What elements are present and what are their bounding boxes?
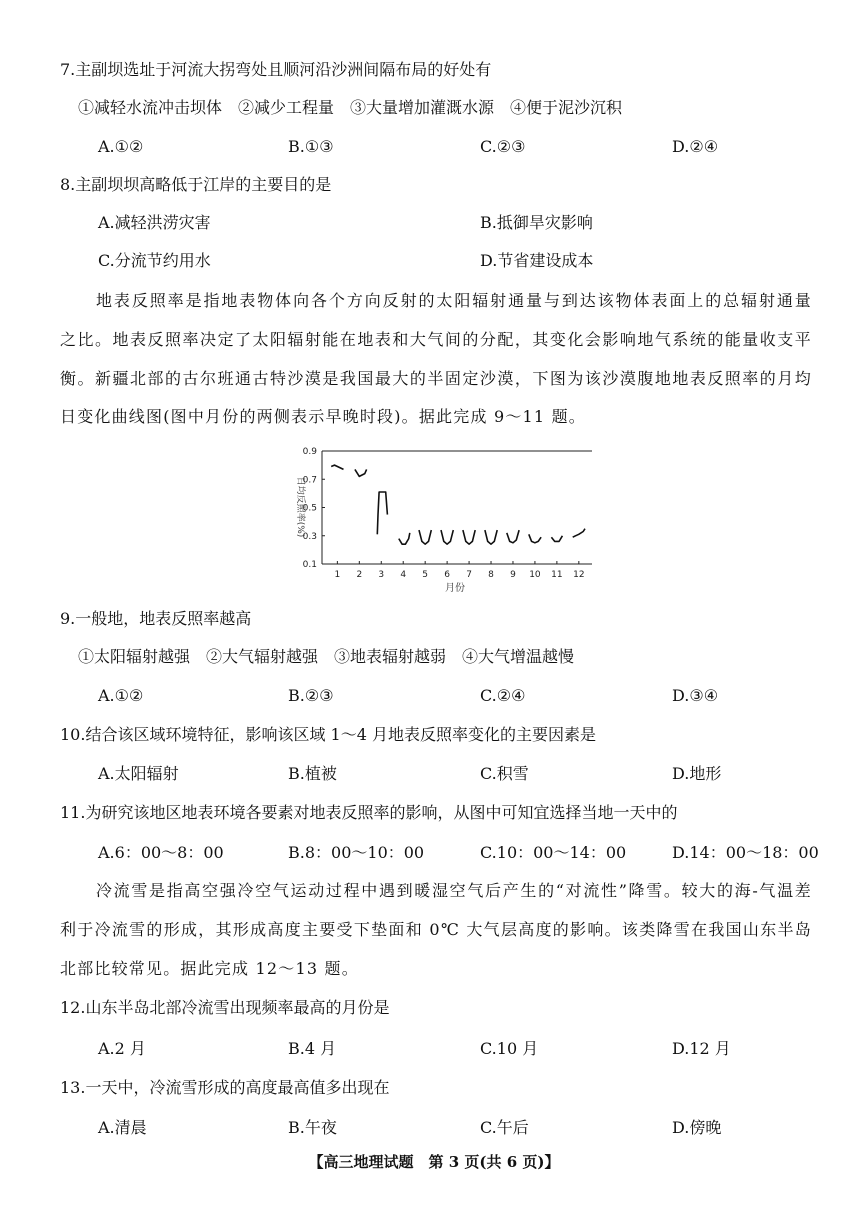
- albedo-curve-month-8: [485, 530, 497, 544]
- q9-option-c[interactable]: C.②④: [480, 686, 526, 705]
- q13-option-b[interactable]: B.午夜: [288, 1118, 337, 1137]
- q13-option-d[interactable]: D.傍晚: [672, 1118, 722, 1137]
- albedo-curve-month-6: [441, 530, 453, 544]
- passage1-line-2: 之比。地表反照率决定了太阳辐射能在地表和大气间的分配，其变化会影响地气系统的能量收支平: [60, 330, 812, 349]
- x-tick-label: 4: [400, 570, 407, 580]
- q10-option-b[interactable]: B.植被: [288, 764, 337, 783]
- q13-option-a[interactable]: A.清晨: [98, 1118, 147, 1137]
- q8-stem: 8.主副坝坝高略低于江岸的主要目的是: [60, 175, 332, 194]
- albedo-curve-month-5: [419, 530, 431, 544]
- q9-stem: 9.一般地，地表反照率越高: [60, 609, 252, 628]
- y-tick-label: 0.3: [302, 531, 317, 542]
- q9-option-a[interactable]: A.①②: [98, 686, 144, 705]
- chart-series: [331, 465, 585, 544]
- q9-items: ①太阳辐射越强 ②大气辐射越强 ③地表辐射越弱 ④大气增温越慢: [78, 647, 575, 666]
- albedo-curve-month-9: [507, 530, 519, 543]
- x-tick-label: 2: [356, 570, 363, 580]
- albedo-curve-month-12: [573, 529, 585, 538]
- q7-option-b[interactable]: B.①③: [288, 137, 334, 156]
- x-tick-label: 1: [334, 570, 341, 580]
- q9-option-d[interactable]: D.③④: [672, 686, 719, 705]
- x-tick-label: 11: [551, 570, 563, 580]
- x-tick-label: 7: [466, 570, 472, 580]
- q10-option-a[interactable]: A.太阳辐射: [98, 764, 179, 783]
- albedo-curve-month-11: [551, 536, 562, 542]
- chart-ylabel: 日均反照率(%): [295, 476, 305, 538]
- x-tick-label: 12: [573, 570, 585, 580]
- q12-option-d[interactable]: D.12 月: [672, 1039, 731, 1058]
- chart-xlabel: 月份: [445, 583, 465, 594]
- chart-ticks: [303, 447, 585, 580]
- q13-option-c[interactable]: C.午后: [480, 1118, 529, 1137]
- q10-option-c[interactable]: C.积雪: [480, 764, 529, 783]
- y-tick-label: 0.5: [302, 503, 317, 514]
- x-tick-label: 5: [422, 570, 429, 580]
- y-tick-label: 0.7: [302, 475, 317, 486]
- q12-option-a[interactable]: A.2 月: [98, 1039, 146, 1058]
- chart-axes: [322, 451, 592, 564]
- q8-option-b[interactable]: B.抵御旱灾影响: [480, 213, 593, 232]
- x-tick-label: 6: [444, 570, 450, 580]
- albedo-curve-month-3: [377, 492, 387, 534]
- q8-option-d[interactable]: D.节省建设成本: [480, 251, 594, 270]
- albedo-curve-month-2: [355, 469, 367, 476]
- x-tick-label: 8: [488, 570, 494, 580]
- passage2-line-3: 北部比较常见。据此完成 12～13 题。: [60, 959, 359, 978]
- y-tick-label: 0.9: [302, 447, 317, 457]
- x-tick-label: 3: [378, 570, 385, 580]
- q11-option-b[interactable]: B.8：00～10：00: [288, 843, 425, 862]
- passage1-line-3: 衡。新疆北部的古尔班通古特沙漠是我国最大的半固定沙漠，下图为该沙漠腹地地表反照率的月均: [60, 369, 812, 388]
- q8-option-a[interactable]: A.减轻洪涝灾害: [98, 213, 211, 232]
- q7-items: ①减轻水流冲击坝体 ②减少工程量 ③大量增加灌溉水源 ④便于泥沙沉积: [78, 98, 623, 117]
- q7-option-c[interactable]: C.②③: [480, 137, 526, 156]
- q10-stem: 10.结合该区域环境特征，影响该区域 1～4 月地表反照率变化的主要因素是: [60, 725, 596, 744]
- q11-option-c[interactable]: C.10：00～14：00: [480, 843, 627, 862]
- q9-option-b[interactable]: B.②③: [288, 686, 334, 705]
- q11-stem: 11.为研究该地区地表环境各要素对地表反照率的影响，从图中可知宜选择当地一天中的: [60, 803, 678, 822]
- q7-stem: 7.主副坝选址于河流大拐弯处且顺河沿沙洲间隔布局的好处有: [60, 60, 492, 79]
- q7-option-a[interactable]: A.①②: [98, 137, 144, 156]
- albedo-curve-month-1: [331, 465, 343, 469]
- albedo-curve-month-10: [529, 534, 541, 543]
- q11-option-a[interactable]: A.6：00～8：00: [98, 843, 224, 862]
- q12-option-c[interactable]: C.10 月: [480, 1039, 539, 1058]
- q7-option-d[interactable]: D.②④: [672, 137, 719, 156]
- albedo-curve-month-7: [463, 530, 475, 544]
- passage2-line-2: 利于冷流雪的形成，其形成高度主要受下垫面和 0℃ 大气层高度的影响。该类降雪在我国山东半岛: [60, 920, 812, 939]
- passage2-line-1: 冷流雪是指高空强冷空气运动过程中遇到暖湿空气后产生的“对流性”降雪。较大的海-气温差: [96, 881, 812, 900]
- q12-stem: 12.山东半岛北部冷流雪出现频率最高的月份是: [60, 998, 390, 1017]
- q10-option-d[interactable]: D.地形: [672, 764, 722, 783]
- q12-option-b[interactable]: B.4 月: [288, 1039, 337, 1058]
- x-tick-label: 9: [510, 570, 516, 580]
- x-tick-label: 10: [529, 570, 541, 580]
- passage1-line-1: 地表反照率是指地表物体向各个方向反射的太阳辐射通量与到达该物体表面上的总辐射通量: [96, 291, 812, 310]
- albedo-curve-month-4: [399, 533, 410, 544]
- q13-stem: 13.一天中，冷流雪形成的高度最高值多出现在: [60, 1078, 390, 1097]
- y-tick-label: 0.1: [302, 560, 317, 570]
- q8-option-c[interactable]: C.分流节约用水: [98, 251, 211, 270]
- passage1-line-4: 日变化曲线图(图中月份的两侧表示早晚时段)。据此完成 9～11 题。: [60, 407, 586, 426]
- page-footer: 【高三地理试题 第 3 页(共 6 页)】: [308, 1153, 560, 1171]
- albedo-chart: [280, 440, 620, 600]
- q11-option-d[interactable]: D.14：00～18：00: [672, 843, 819, 862]
